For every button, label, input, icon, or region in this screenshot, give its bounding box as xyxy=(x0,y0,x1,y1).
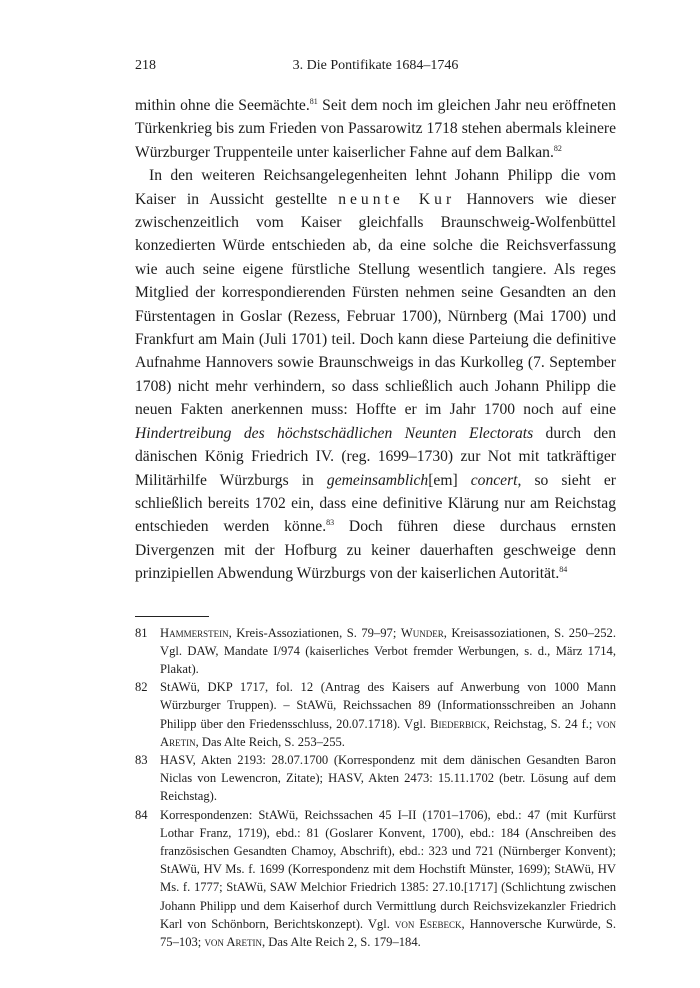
text-segment: durch den dänischen König Friedrich IV. (reg. 1699–1730) zur Not mit tatkräftiger Militärhilfe Würzburgs in xyxy=(135,424,616,489)
footnote-ref-84: 84 xyxy=(559,565,568,575)
italic-quote: concert xyxy=(470,471,518,489)
footnote-text: , Das Alte Reich 2, S. 179–184. xyxy=(261,934,421,949)
text-segment: , so sieht er schließlich bereits 1702 ein, dass eine definitive Klärung nur am Reichstag entschieden werden könne. xyxy=(135,471,616,536)
author-name: Wunder xyxy=(400,625,444,640)
author-name: von Esebeck xyxy=(394,916,462,931)
italic-quote: Hindertreibung des höchstschädlichen Neunten Electorats xyxy=(135,424,534,442)
text-segment: Hannovers wie dieser zwischenzeitlich vom Kaiser gleichfalls Braunschweig-Wolfenbüttel konzedierten Würde entschieden ab, da eine solche die Reichsverfassung wie auch seine eigene fürstliche Stellung wesentlich tangiere. Als reges Mitglied der korrespondierenden Fürsten nehmen seine Gesandten an den Fürstentagen in Goslar (Rezess, Februar 1700), Nürnberg (Mai 1700) und Frankfurt am Main (Juli 1701) teil. Doch kann diese Parteiung die definitive Aufnahme Hannovers sowie Braunschweigs in das Kurkolleg (7. September 1708) nicht mehr verhindern, so dass schließlich auch Johann Philipp die neuen Fakten anerkennen muss: Hoffte er im Jahr 1700 noch auf eine xyxy=(135,190,616,419)
footnote-text: StAWü, DKP 1717, fol. 12 (Antrag des Kaisers auf Anwerbung von 1000 Mann Würzburger Truppen). – StAWü, Reichssachen 89 (Informationsschreiben an Johann Philipp über den Friedensschluss, 20.07.1718). Vgl. xyxy=(160,680,616,731)
author-name: Biederbick xyxy=(430,716,487,731)
footnote-text: , Kreisassoziationen, S. 250–252. Vgl. DAW, Mandate I/974 (kaiserliches Verbot fremder Werbungen, s. d., März 1714, Plakat). xyxy=(160,625,616,676)
footnote-number: 82 xyxy=(135,680,148,695)
spaced-emphasis: neunte Kur xyxy=(338,190,456,208)
book-page xyxy=(135,58,616,951)
footnote-ref-81: 81 xyxy=(309,97,318,106)
text-segment: mithin ohne die Seemächte. xyxy=(135,97,310,114)
footnote-text: Korrespondenzen: StAWü, Reichssachen 45 I–II (1701–1706), ebd.: 47 (mit Kurfürst Lothar Franz, 1719), ebd.: 81 (Goslarer Konvent, 1700), ebd.: 184 (Anschreiben des französischen Gesandten Chamoy, Abschrift), ebd.: 323 und 721 (Nürnberger Konvent); StAWü, HV Ms. f. 1699 (Korrespondenz mit dem Hochstift Münster, 1699); StAWü, HV Ms. f. 1777; StAWü, SAW Melchior Friedrich 1385: 27.10.[1717] (Schlichtung zwischen Johann Philipp und dem Kaiserhof durch Vermittlung durch Reichsvizekanzler Friedrich Karl von Schönborn, Berichtskonzept). Vgl. xyxy=(160,807,616,931)
text-segment: In den weiteren Reichsangelegenheiten lehnt Johann Philipp die vom Kaiser in Aussicht gestellte xyxy=(135,167,616,208)
running-title: 3. Die Pontifikate 1684–1746 xyxy=(292,58,459,73)
author-name: von Aretin xyxy=(204,934,262,949)
footnote-number: 81 xyxy=(135,625,148,640)
author-name: Hammerstein xyxy=(160,625,229,640)
footnote-text: , Kreis-Assoziationen, S. 79–97; xyxy=(228,625,401,640)
paragraph-1 xyxy=(135,94,616,164)
footnote-ref-82: 82 xyxy=(553,143,562,153)
footnote-ref-83: 83 xyxy=(326,518,335,528)
footnote-83 xyxy=(135,751,616,806)
italic-quote: gemeinsamblich xyxy=(326,471,429,489)
footnote-text: , Hannoversche Kurwürde, S. 75–103; xyxy=(160,916,616,949)
footnote-text: , Reichstag, S. 24 f.; xyxy=(486,716,597,731)
page-header xyxy=(135,58,616,82)
main-text xyxy=(135,94,616,586)
footnote-separator xyxy=(135,616,209,617)
footnote-84 xyxy=(135,806,616,952)
text-segment: Seit dem noch im gleichen Jahr neu eröffneten Türkenkrieg bis zum Frieden von Passarowitz 1718 stehen abermals kleinere Würzburger Truppenteile unter kaiserlicher Fahne auf dem Balkan. xyxy=(135,97,616,161)
footnote-82 xyxy=(135,678,616,751)
footnotes xyxy=(135,624,616,952)
footnote-text: HASV, Akten 2193: 28.07.1700 (Korrespondenz mit dem dänischen Gesandten Baron Niclas von Lewencron, Zitate); HASV, Akten 2473: 15.11.1702 (betr. Lösung auf dem Reichstag). xyxy=(160,752,616,804)
text-segment: Doch führen diese durchaus ernsten Divergenzen mit der Hofburg zu keiner dauerhaften geschweige denn prinzipiellen Abwendung Würzburgs von der kaiserlichen Autorität. xyxy=(135,518,616,583)
footnote-text: , Das Alte Reich, S. 253–255. xyxy=(195,734,345,749)
footnote-81 xyxy=(135,624,616,679)
page-number: 218 xyxy=(135,58,156,73)
footnote-number: 83 xyxy=(135,752,148,767)
author-name: von Aretin xyxy=(160,716,616,749)
footnote-number: 84 xyxy=(135,807,148,822)
text-segment: [em] xyxy=(428,471,471,489)
paragraph-2 xyxy=(135,164,616,585)
